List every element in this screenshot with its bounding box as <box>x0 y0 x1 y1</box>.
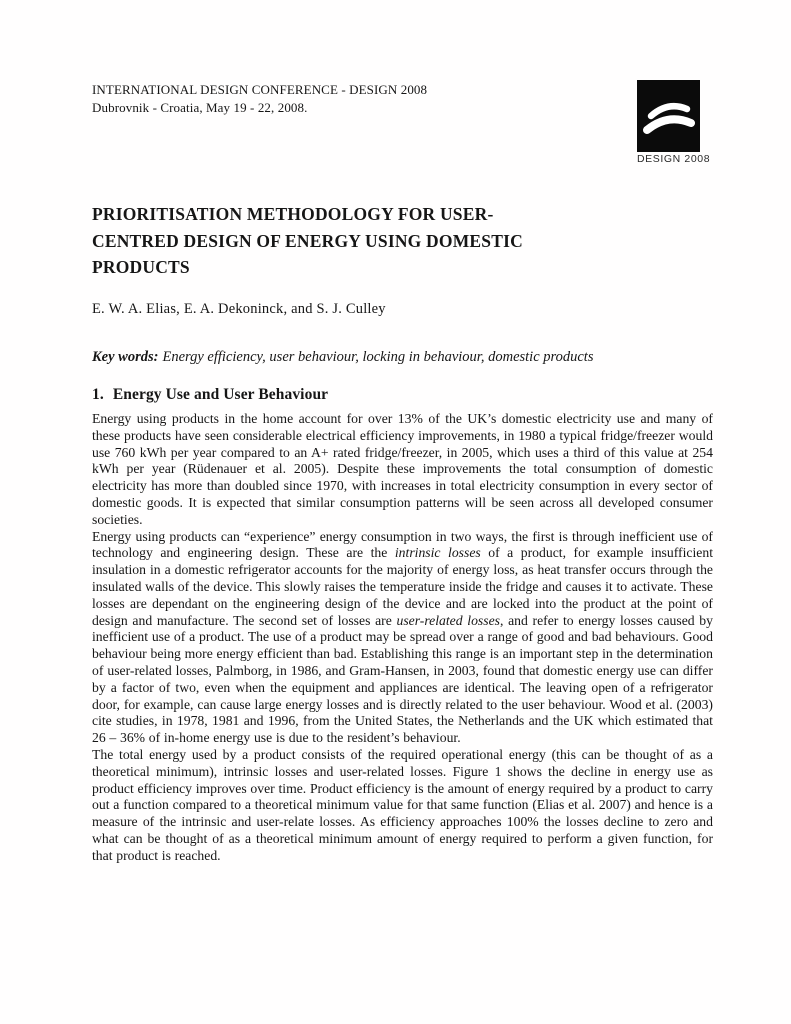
section-1-number: 1. <box>92 386 104 403</box>
section-1 <box>92 386 713 865</box>
authors-line: E. W. A. Elias, E. A. Dekoninck, and S. J. Culley <box>92 301 386 317</box>
paper-title: PRIORITISATION METHODOLOGY FOR USER-CENTRED DESIGN OF ENERGY USING DOMESTIC PRODUCTS <box>92 204 523 277</box>
bridge-arches-icon <box>637 80 700 152</box>
section-1-heading <box>92 386 713 404</box>
keywords-line <box>92 349 713 366</box>
paragraph-3: The total energy used by a product consists of the required operational energy (this can be thought of as a theoretical minimum), intrinsic losses and user-related losses. Figure 1 shows the decline in energy use as product efficiency improves over time. Product efficiency is the amount of energy required by a product to carry out a function compared to a theoretical minimum value for that same function (Elias et al. 2007) and hence is a measure of the intrinsic and user-relate losses. As efficiency approaches 100% the losses decline to zero and what can be thought of as a theoretical minimum amount of energy required to perform a given function, for that product is reached. <box>92 746 713 863</box>
conference-header <box>92 81 427 116</box>
conference-name: INTERNATIONAL DESIGN CONFERENCE - DESIGN 2008 <box>92 82 428 97</box>
conference-location-date: Dubrovnik - Croatia, May 19 - 22, 2008. <box>92 99 308 115</box>
paragraph-2: Energy using products can “experience” energy consumption in two ways, the first is through inefficient use of technology and engineering design. These are the intrinsic losses of a product, for example insufficient insulation in a domestic refrigerator accounts for the majority of energy loss, as heat transfer occurs through the insulated walls of the device. This slowly raises the temperature inside the fridge and causes it to activate. These losses are dependant on the engineering design of the device and are locked into the product at the point of design and manufacture. The second set of losses are user-related losses, and refer to energy losses caused by inefficient use of a product. The use of a product may be spread over a range of good and bad behaviours. Good behaviour being more energy efficient than bad. Establishing this range is an important step in the determination of user-related losses, Palmborg, in 1986, and Gram-Hansen, in 2003, found that domestic energy use can differ by a factor of two, even when the equipment and appliances are identical. The leaving open of a refrigerator door, for example, can cause large energy losses and is directly related to the user behaviour. Wood et al. (2003) cite studies, in 1978, 1981 and 1996, from the United States, the Netherlands and the UK which estimated that 26 – 36% of in-home energy use is due to the resident’s behaviour. <box>92 528 713 746</box>
paragraph-1: Energy using products in the home account for over 13% of the UK’s domestic electricity use and many of these products have seen considerable electrical efficiency improvements, in 1980 a typical fridge/freezer would use 760 kWh per year compared to an A+ rated fridge/freezer, in 2005, which uses a third of this value at 254 kWh per year (Rüdenauer et al. 2005). Despite these improvements the total consumption of domestic electricity has more than doubled since 1970, with increases in total electricity consumption in every sector of domestic goods. It is expected that similar consumption patterns will be seen across all developed consumer societies. <box>92 411 713 527</box>
conference-logo <box>637 80 711 165</box>
logo-caption: DESIGN 2008 <box>637 153 711 165</box>
keywords-label: Key words: <box>92 349 159 365</box>
section-1-heading-text: Energy Use and User Behaviour <box>112 386 329 403</box>
keywords-text: Energy efficiency, user behaviour, locking in behaviour, domestic products <box>162 349 594 365</box>
